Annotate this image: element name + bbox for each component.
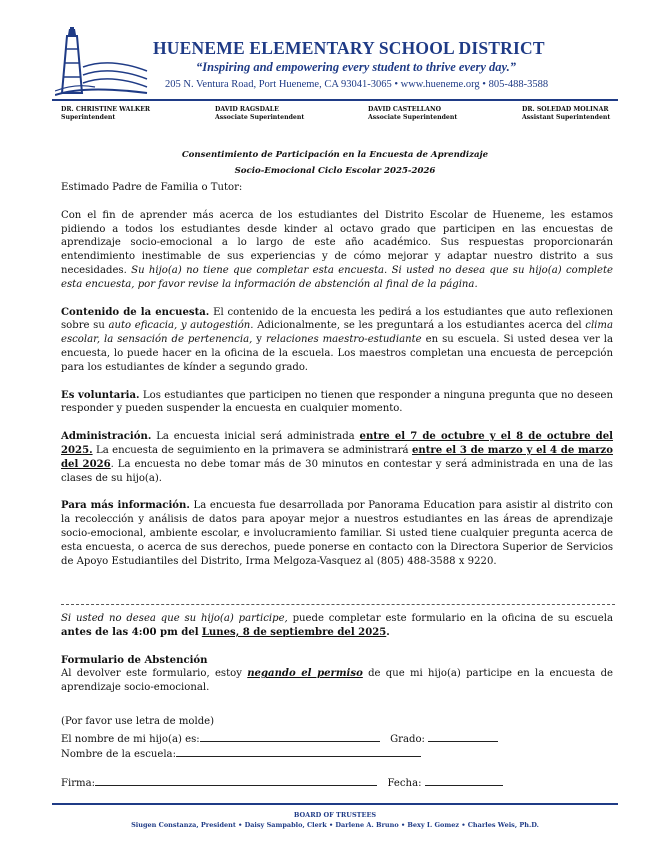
- content-label: Contenido de la encuesta.: [61, 306, 210, 318]
- administration-date-spring: entre el 3 de marzo y el 4 de marzo del 2026: [61, 444, 613, 470]
- document-title-line-1: Consentimiento de Participación en la Encuesta de Aprendizaje: [181, 150, 489, 160]
- administration-label: Administración.: [61, 431, 152, 443]
- school-name-label: Nombre de la escuela:: [61, 749, 176, 760]
- optout-deadline: antes de las 4:00 pm del: [61, 626, 199, 638]
- staff-title: Associate Superintendent: [215, 114, 305, 121]
- district-address: 205 N. Ventura Road, Port Hueneme, CA 93041-3065 • www.hueneme.org • 805-488-3588: [165, 79, 549, 90]
- content-paragraph: [61, 306, 613, 375]
- content-text: y: [256, 334, 262, 346]
- header-rule: [52, 99, 618, 101]
- school-name-row: [61, 745, 421, 760]
- info-label: Para más información.: [61, 500, 190, 512]
- voluntary-label: Es voluntaria.: [61, 389, 140, 401]
- content-text: en su escuela. Si usted desea ver la encuesta, lo puede hacer en la oficina de la escuela. Los maestros completan una encuesta de percepción para los estudiantes de kínder a segundo grado.: [61, 334, 613, 373]
- optout-deadline-date: Lunes, 8 de septiembre del 2025: [201, 626, 387, 638]
- staff-title: Assistant Superintendent: [522, 114, 611, 121]
- form-statement: [61, 667, 613, 695]
- staff-member: [522, 106, 610, 122]
- grade-label: Grado:: [390, 734, 425, 745]
- administration-text: La encuesta inicial será administrada: [156, 431, 355, 443]
- intro-paragraph: [61, 209, 613, 292]
- content-italic: auto eficacia, y autogestión.: [108, 320, 254, 332]
- child-name-label: El nombre de mi hijo(a) es:: [61, 734, 200, 745]
- district-name: HUENEME ELEMENTARY SCHOOL DISTRICT: [153, 38, 545, 58]
- optout-end: .: [386, 626, 390, 638]
- board-members: Siugen Constanza, President • Daisy Sampablo, Clerk • Darlene A. Bruno • Bexy I. Gomez • Charles Weis, Ph.D.: [131, 821, 539, 829]
- date-label: Fecha:: [387, 778, 422, 789]
- document-title-line-2: Socio-Emocional Ciclo Escolar 2025-2026: [234, 166, 436, 176]
- optout-text: puede completar este formulario en la oficina de su escuela: [292, 613, 613, 624]
- signature-label: Firma:: [61, 778, 96, 789]
- staff-member: [61, 106, 150, 122]
- form-heading: Formulario de Abstención: [61, 654, 208, 666]
- optout-italic: Si usted no desea que su hijo(a) participe,: [61, 613, 288, 624]
- dashed-separator: [61, 604, 615, 605]
- administration-date-fall: entre el 7 de octubre y el 8 de octubre del 2025.: [61, 431, 614, 456]
- grade-field[interactable]: [428, 730, 498, 742]
- greeting: Estimado Padre de Familia o Tutor:: [61, 182, 243, 193]
- staff-member: [215, 106, 304, 122]
- staff-name: DR. CHRISTINE WALKER: [61, 106, 151, 113]
- staff-title: Superintendent: [61, 114, 116, 121]
- district-motto: “Inspiring and empowering every student to thrive every day.”: [196, 60, 517, 74]
- form-statement-text: Al devolver este formulario, estoy: [61, 668, 242, 680]
- staff-title: Associate Superintendent: [368, 114, 458, 121]
- intro-italic-text: Su hijo(a) no tiene que completar esta encuesta. Si usted no desea que su hijo(a) complete esta encuesta, por favor revise la información de abstención al final de la página.: [61, 264, 613, 290]
- info-text: La encuesta fue desarrollada por Panorama Education para asistir al distrito con la recolección y análisis de datos para apoyar mejor a nuestros estudiantes en las áreas de aprendizaje socio-emocional, ambiente escolar, e involucramiento familiar. Si usted tiene cualquier pregunta acerca de esta encuesta, o acerca de sus derechos, puede ponerse en contacto con la Directora Superior de Servicios de Apoyo Estudiantiles del Distrito, Irma Melgoza-Vasquez al (805) 488-3588 x 9220.: [61, 500, 613, 567]
- info-paragraph: [61, 499, 613, 568]
- optout-instructions: [61, 612, 613, 640]
- signature-field[interactable]: [95, 774, 377, 786]
- content-text: El contenido de la encuesta les pedirá a los estudiantes que auto reflexionen sobre su: [61, 306, 613, 332]
- voluntary-text: Los estudiantes que participen no tienen que responder a ninguna pregunta que no deseen responder y pueden suspender la encuesta en cualquier momento.: [61, 389, 614, 415]
- content-text: Adicionalmente, se les preguntará a los estudiantes acerca del: [257, 320, 582, 332]
- print-note: (Por favor use letra de molde): [61, 716, 215, 727]
- letter-body: [61, 181, 613, 568]
- intro-text: Con el fin de aprender más acerca de los estudiantes del Distrito Escolar de Hueneme, les estamos pidiendo a todos los estudiantes desde kinder al octavo grado que participen en las encuestas de aprendizaje socio-emocional a lo largo de este año académico. Sus respuestas proporcionarán entendimiento inestimable de sus experiencias y de cómo mejorar y adaptar nuestro distrito a sus necesidades.: [61, 209, 613, 276]
- child-name-row: [61, 730, 498, 745]
- footer-rule: [52, 803, 618, 805]
- content-italic: relaciones maestro-estudiante: [265, 334, 422, 346]
- staff-name: DAVID RAGSDALE: [215, 106, 279, 113]
- voluntary-paragraph: [61, 389, 613, 417]
- administration-paragraph: [61, 430, 613, 485]
- lighthouse-logo-icon: [55, 27, 150, 99]
- child-name-field[interactable]: [200, 730, 380, 742]
- board-title: BOARD OF TRUSTEES: [293, 811, 377, 819]
- administration-text: . La encuesta no debe tomar más de 30 minutos en contestar y será administrada en una de las clases de su hijo(a).: [61, 458, 613, 484]
- form-statement-text: de que mi hijo(a) participe en la encuesta de aprendizaje socio-emocional.: [61, 668, 614, 694]
- administration-text: La encuesta de seguimiento en la primavera se administrará: [96, 444, 409, 456]
- form-denying-permission: negando el permiso: [247, 668, 363, 680]
- date-field[interactable]: [425, 774, 503, 786]
- staff-member: [368, 106, 457, 122]
- content-italic: clima escolar, la sensación de pertenencia,: [61, 320, 613, 346]
- school-name-field[interactable]: [176, 745, 421, 757]
- staff-name: DAVID CASTELLANO: [368, 106, 441, 113]
- staff-name: DR. SOLEDAD MOLINAR: [522, 106, 609, 113]
- optout-section: [61, 612, 613, 695]
- signature-row: [61, 774, 503, 789]
